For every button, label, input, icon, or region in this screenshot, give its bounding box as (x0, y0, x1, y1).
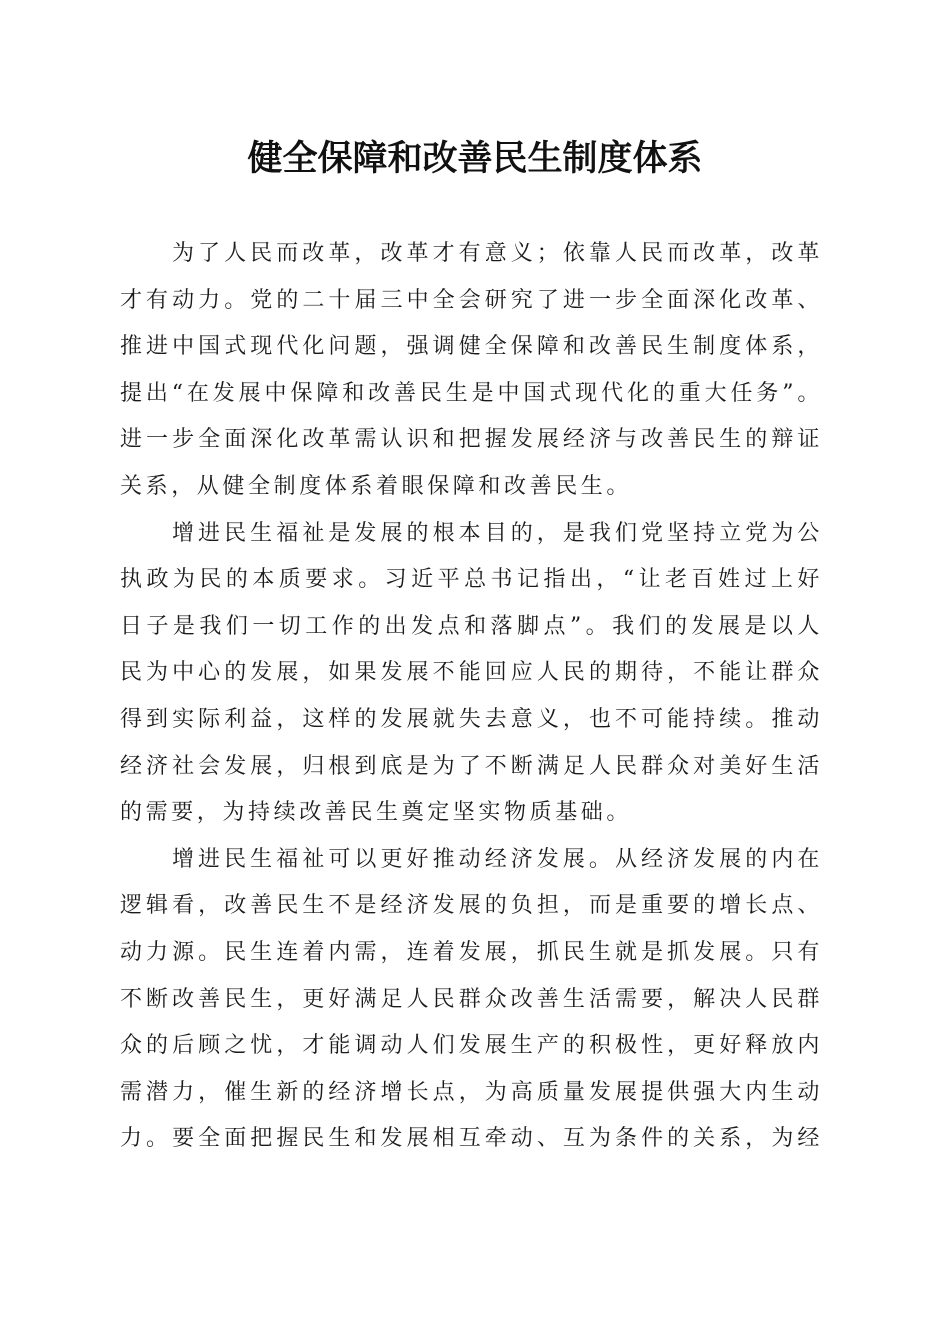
paragraph-line: 为了人民而改革，改革才有意义；依靠人民而改革，改革 (172, 241, 823, 266)
paragraph-line: 不断改善民生，更好满足人民群众改善生活需要，解决人民群 (120, 986, 823, 1012)
paragraph-line: 力。要全面把握民生和发展相互牵动、互为条件的关系，为经 (120, 1126, 823, 1152)
paragraph-line: 动力源。民生连着内需，连着发展，抓民生就是抓发展。只有 (120, 939, 823, 965)
paragraph-line: 才有动力。党的二十届三中全会研究了进一步全面深化改革、 (120, 287, 823, 313)
paragraph-1 (120, 231, 850, 511)
paragraph-line: 提出“在发展中保障和改善民生是中国式现代化的重大任务”。 (120, 380, 823, 406)
paragraph-line: 增进民生福祉可以更好推动经济发展。从经济发展的内在 (172, 846, 823, 872)
paragraph-line: 日子是我们一切工作的出发点和落脚点”。我们的发展是以人 (120, 613, 823, 639)
paragraph-line: 逻辑看，改善民生不是经济发展的负担，而是重要的增长点、 (120, 893, 823, 919)
paragraph-3 (120, 837, 850, 1163)
paragraph-line: 众的后顾之忧，才能调动人们发展生产的积极性，更好释放内 (120, 1033, 823, 1059)
paragraph-line: 执政为民的本质要求。习近平总书记指出，“让老百姓过上好 (120, 567, 823, 593)
document-body (120, 231, 850, 1163)
paragraph-2 (120, 511, 850, 837)
paragraph-line: 得到实际利益，这样的发展就失去意义，也不可能持续。推动 (120, 706, 823, 732)
paragraph-line: 增进民生福祉是发展的根本目的，是我们党坚持立党为公 (172, 520, 823, 546)
paragraph-line: 关系，从健全制度体系着眼保障和改善民生。 (120, 473, 633, 499)
paragraph-line: 推进中国式现代化问题，强调健全保障和改善民生制度体系， (120, 334, 823, 360)
paragraph-line: 经济社会发展，归根到底是为了不断满足人民群众对美好生活 (120, 753, 823, 779)
paragraph-line: 的需要，为持续改善民生奠定坚实物质基础。 (120, 800, 633, 826)
document-title: 健全保障和改善民生制度体系 (247, 138, 703, 179)
paragraph-line: 进一步全面深化改革需认识和把握发展经济与改善民生的辩证 (120, 427, 823, 453)
paragraph-line: 需潜力，催生新的经济增长点，为高质量发展提供强大内生动 (120, 1079, 823, 1105)
paragraph-line: 民为中心的发展，如果发展不能回应人民的期待，不能让群众 (120, 660, 823, 686)
